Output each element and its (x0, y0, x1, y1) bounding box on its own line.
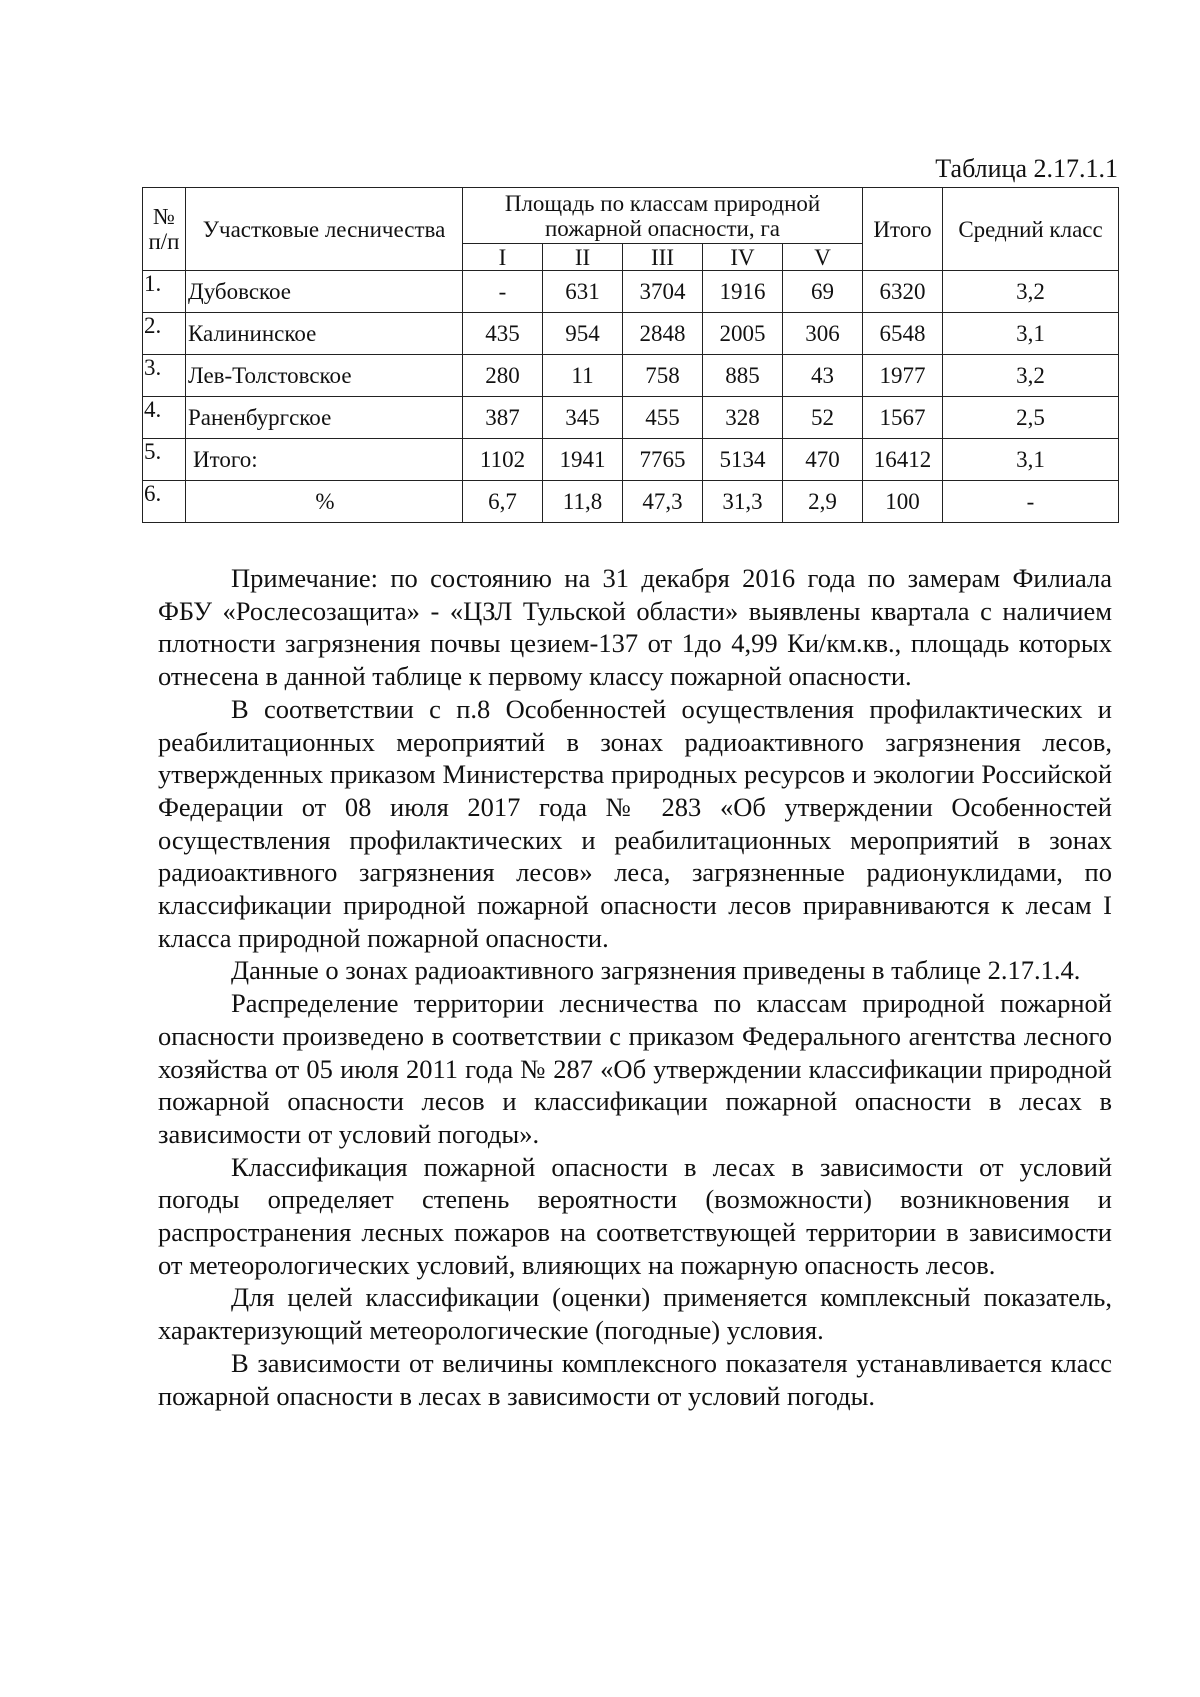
row-class-2: 11,8 (543, 481, 623, 523)
row-class-2: 345 (543, 397, 623, 439)
table-row (143, 355, 1119, 397)
row-num: 1. (143, 271, 186, 313)
row-class-4: 5134 (703, 439, 783, 481)
paragraph-classification: Классификация пожарной опасности в лесах в зависимости от условий погоды определяет степень вероятности (возможности) возникновения и распространения лесных пожаров на соответствующей территории в зависимости от метеорологических условий, влияющих на пожарную опасность лесов. (158, 1151, 1112, 1280)
table-caption: Таблица 2.17.1.1 (935, 154, 1118, 183)
table-row (143, 271, 1119, 313)
row-class-1: 435 (463, 313, 543, 355)
row-total: 100 (863, 481, 943, 523)
row-class-3: 455 (623, 397, 703, 439)
header-class-2: II (543, 244, 623, 271)
paragraph-danger-class: В зависимости от величины комплексного показателя устанавливается класс пожарной опасности в лесах в зависимости от условий погоды. (158, 1347, 1112, 1411)
table-row-total (143, 439, 1119, 481)
header-class-5: V (783, 244, 863, 271)
header-area-group: Площадь по классам природной пожарной опасности, га (463, 188, 863, 244)
body-text (158, 562, 1112, 1412)
row-class-1: 387 (463, 397, 543, 439)
row-total: 1977 (863, 355, 943, 397)
row-class-1: 1102 (463, 439, 543, 481)
row-class-3: 7765 (623, 439, 703, 481)
header-avg-class: Средний класс (943, 188, 1119, 271)
header-total: Итого (863, 188, 943, 271)
header-class-1: I (463, 244, 543, 271)
paragraph-regulation: В соответствии с п.8 Особенностей осуществления профилактических и реабилитационных мероприятий в зонах радиоактивного загрязнения лесов, утвержденных приказом Министерства природных ресурсов и экологии Российской Федерации от 08 июля 2017 года № 283 «Об утверждении Особенностей осуществления профилактических и реабилитационных мероприятий в зонах радиоактивного загрязнения лесов» леса, загрязненные радионуклидами, по классификации природной пожарной опасности лесов приравниваются к лесам I класса природной пожарной опасности. (158, 693, 1112, 953)
row-class-2: 631 (543, 271, 623, 313)
row-name: Дубовское (186, 271, 463, 313)
row-total: 1567 (863, 397, 943, 439)
row-class-3: 2848 (623, 313, 703, 355)
header-class-4: IV (703, 244, 783, 271)
row-avg: 3,2 (943, 271, 1119, 313)
row-class-3: 47,3 (623, 481, 703, 523)
row-class-4: 31,3 (703, 481, 783, 523)
row-class-4: 328 (703, 397, 783, 439)
paragraph-zones-reference: Данные о зонах радиоактивного загрязнения приведены в таблице 2.17.1.4. (231, 955, 1081, 986)
table-row-percent (143, 481, 1119, 523)
row-name: Итого: (186, 439, 463, 481)
row-class-1: 6,7 (463, 481, 543, 523)
header-class-3: III (623, 244, 703, 271)
row-class-4: 2005 (703, 313, 783, 355)
row-class-5: 2,9 (783, 481, 863, 523)
row-num: 3. (143, 355, 186, 397)
row-name: Раненбургское (186, 397, 463, 439)
row-num: 6. (143, 481, 186, 523)
row-class-2: 954 (543, 313, 623, 355)
row-total: 6548 (863, 313, 943, 355)
header-num: № п/п (143, 188, 186, 271)
row-total: 16412 (863, 439, 943, 481)
row-num: 5. (143, 439, 186, 481)
row-avg: 3,2 (943, 355, 1119, 397)
fire-danger-table (142, 187, 1119, 523)
row-num: 2. (143, 313, 186, 355)
row-class-1: - (463, 271, 543, 313)
row-class-2: 11 (543, 355, 623, 397)
row-class-1: 280 (463, 355, 543, 397)
row-avg: 2,5 (943, 397, 1119, 439)
table-row (143, 397, 1119, 439)
row-num: 4. (143, 397, 186, 439)
row-avg: 3,1 (943, 313, 1119, 355)
row-name: % (186, 481, 463, 523)
table-row (143, 313, 1119, 355)
row-class-2: 1941 (543, 439, 623, 481)
row-class-5: 43 (783, 355, 863, 397)
paragraph-complex-index: Для целей классификации (оценки) применяется комплексный показатель, характеризующий метеорологические (погодные) условия. (158, 1282, 1112, 1346)
row-class-5: 470 (783, 439, 863, 481)
row-avg: 3,1 (943, 439, 1119, 481)
row-name: Калининское (186, 313, 463, 355)
row-class-5: 52 (783, 397, 863, 439)
paragraph-distribution: Распределение территории лесничества по классам природной пожарной опасности произведено в соответствии с приказом Федерального агентства лесного хозяйства от 05 июля 2011 года № 287 «Об утверждении классификации природной пожарной опасности лесов и классификации пожарной опасности в лесах в зависимости от условий погоды». (158, 988, 1112, 1149)
paragraph-note: Примечание: по состоянию на 31 декабря 2016 года по замерам Филиала ФБУ «Рослесозащита» - «ЦЗЛ Тульской области» выявлены квартала с наличием плотности загрязнения почвы цезием-137 от 1до 4,99 Ки/км.кв., площадь которых отнесена в данной таблице к первому классу пожарной опасности. (158, 563, 1112, 692)
row-class-5: 69 (783, 271, 863, 313)
row-class-4: 1916 (703, 271, 783, 313)
row-name: Лев-Толстовское (186, 355, 463, 397)
row-class-5: 306 (783, 313, 863, 355)
row-class-3: 3704 (623, 271, 703, 313)
header-forestry-name: Участковые лесничества (186, 188, 463, 271)
row-total: 6320 (863, 271, 943, 313)
row-class-3: 758 (623, 355, 703, 397)
row-avg: - (943, 481, 1119, 523)
row-class-4: 885 (703, 355, 783, 397)
